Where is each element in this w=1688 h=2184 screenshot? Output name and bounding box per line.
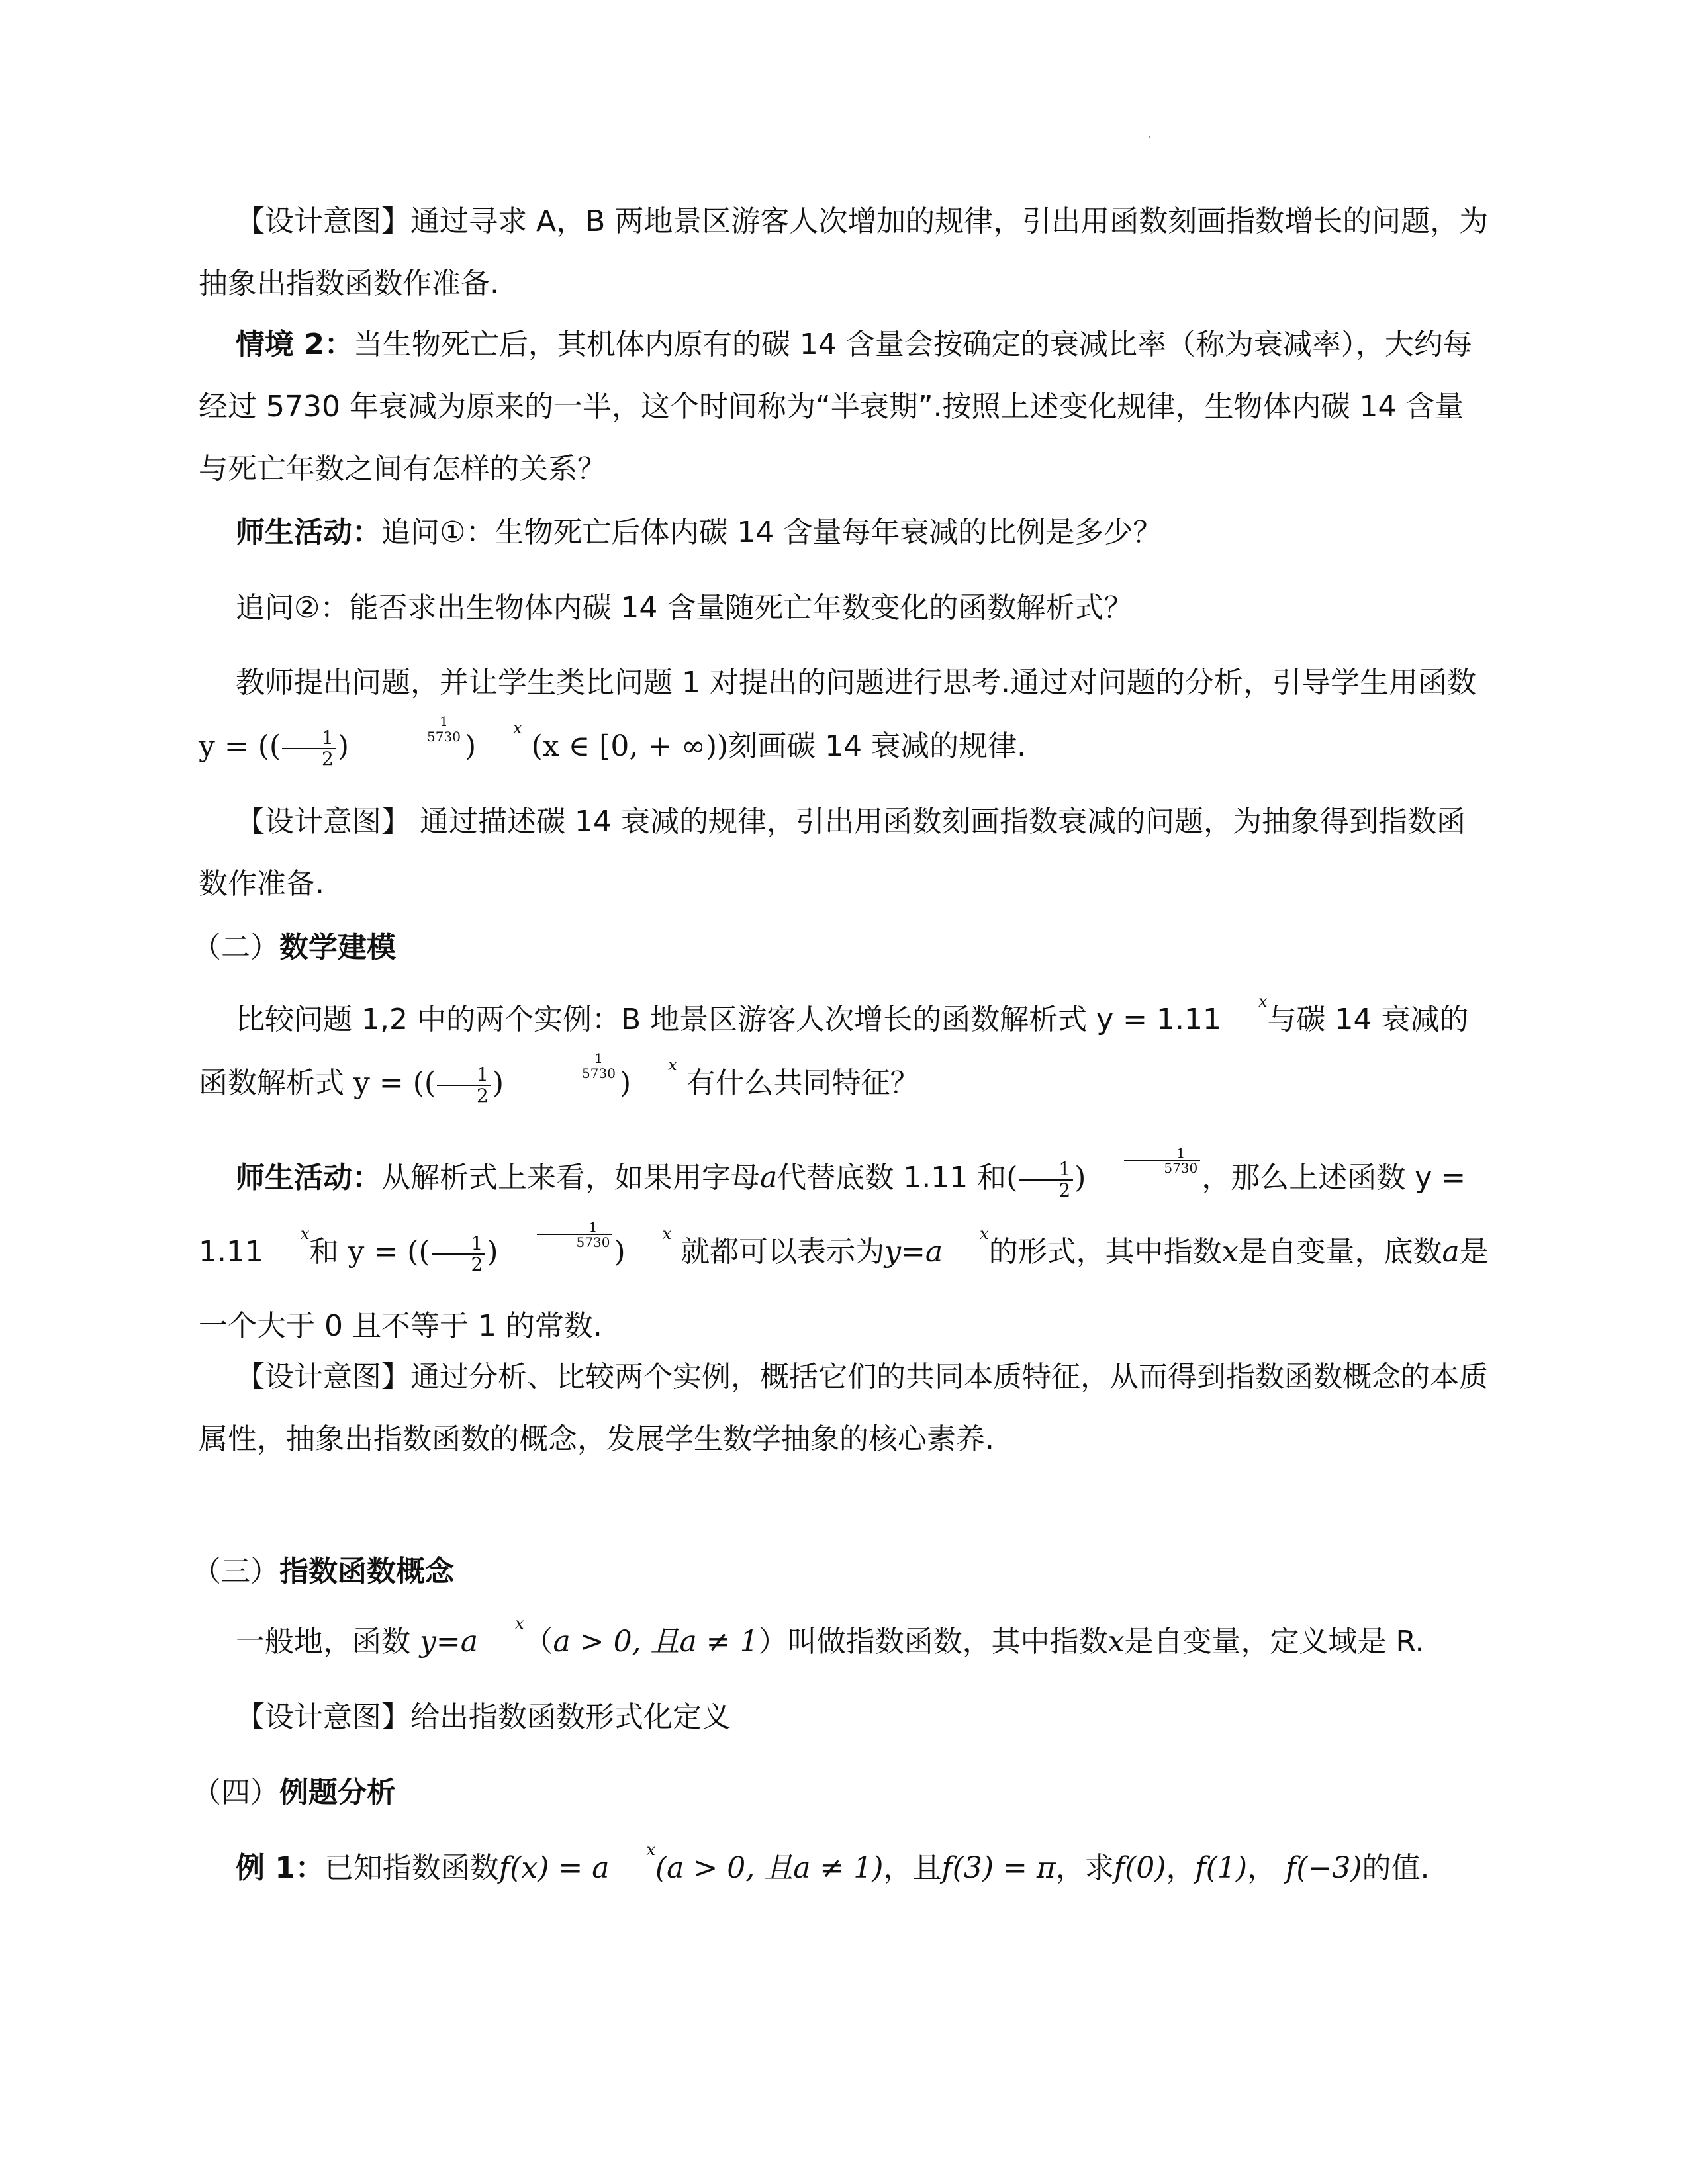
- definition-paragraph: 一般地，函数 y=ax（a > 0, 且a ≠ 1）叫做指数函数，其中指数x是自变量，定义域是 R.: [236, 1614, 1425, 1659]
- decay-formula-2: y = (( $\frac{1}{2}$ ) $\frac{1}{5730}$ )x: [353, 1050, 677, 1107]
- activity-question-1: 师生活动：追问①：生物死亡后体内碳 14 含量每年衰减的比例是多少？: [236, 516, 1162, 549]
- compare-paragraph: 比较问题 1,2 中的两个实例：B 地景区游客人次增长的函数解析式 y = 1.11x与碳 14 衰减的函数解析式 y = (( $\frac{1}{2}$ ) $\frac{1}{5730}$ )x 有什么共同特征？: [199, 992, 1469, 1107]
- design-intent-2: 【设计意图】 通过描述碳 14 衰减的规律，引出用函数刻画指数衰减的问题，为抽象得到指数函数作准备.: [199, 805, 1466, 901]
- question-2: 追问②：能否求出生物体内碳 14 含量随死亡年数变化的函数解析式？: [236, 591, 1133, 625]
- example-1: 例 1：已知指数函数f(x) = ax(a > 0, 且a ≠ 1)，且f(3) = π，求f(0)，f(1)， f(−3)的值.: [236, 1841, 1430, 1885]
- design-intent-4: 【设计意图】给出指数函数形式化定义: [236, 1700, 731, 1734]
- section-heading-4: （四）例题分析: [192, 1776, 396, 1809]
- scan-dot: [1149, 136, 1150, 138]
- design-intent-1: 【设计意图】通过寻求 A，B 两地景区游客人次增加的规律，引出用函数刻画指数增长的问题，为抽象出指数函数作准备.: [199, 205, 1489, 300]
- decay-formula-3: y = (( $\frac{1}{2}$ ) $\frac{1}{5730}$ )x: [348, 1219, 672, 1275]
- section-heading-3: （三）指数函数概念: [192, 1555, 454, 1588]
- design-intent-3: 【设计意图】通过分析、比较两个实例，概括它们的共同本质特征，从而得到指数函数概念的本质属性，抽象出指数函数的概念，发展学生数学抽象的核心素养.: [199, 1360, 1488, 1456]
- section-heading-2: （二）数学建模: [192, 931, 396, 964]
- activity-analysis: 师生活动：从解析式上来看，如果用字母a代替底数 1.11 和( $\frac{1}{2}$ ) $\frac{1}{5730}$ ，那么上述函数 y = 1.11x和 y = (( $\frac{1}{2}$ ) $\frac{1}{5730}$ )x 就都可以表示为y=ax的形式，其中指数x是自变量，底数a是一个大于 0 且不等于 1 的常数.: [199, 1145, 1489, 1343]
- situation-2: 情境 2：当生物死亡后，其机体内原有的碳 14 含量会按确定的衰减比率（称为衰减率），大约每经过 5730 年衰减为原来的一半，这个时间称为“半衰期”.按照上述变化规律，生物体内碳 14 含量与死亡年数之间有怎样的关系？: [199, 328, 1472, 486]
- teacher-paragraph: 教师提出问题，并让学生类比问题 1 对提出的问题进行思考.通过对问题的分析，引导学生用函数 y = (( $\frac{1}{2}$ ) $\frac{1}{5730}$ )x (x ∈ [0, + ∞))刻画碳 14 衰减的规律.: [199, 666, 1476, 770]
- decay-formula: y = (( $\frac{1}{2}$ ) $\frac{1}{5730}$ )x (x ∈ [0, + ∞)): [199, 713, 729, 770]
